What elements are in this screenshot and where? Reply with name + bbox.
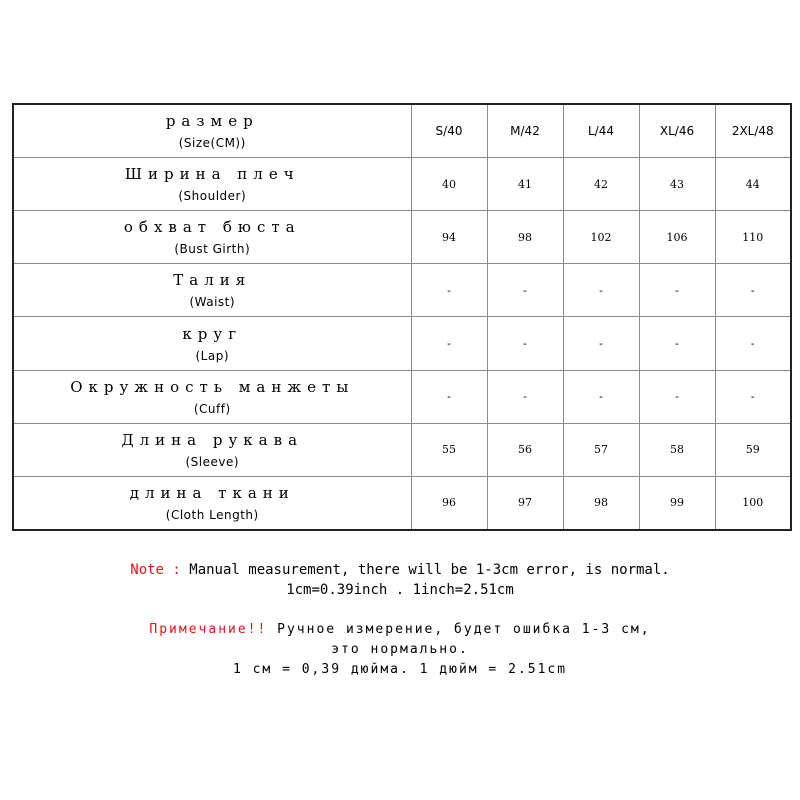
note-en-label: Note : — [130, 562, 181, 578]
row-label-en: (Waist) — [189, 295, 236, 310]
row-label-en: (Cloth Length) — [165, 507, 259, 522]
value-cell: 40 — [411, 158, 487, 211]
row-label-ru: Талия — [173, 271, 252, 290]
value-cell: 42 — [563, 158, 639, 211]
row-label-en: (Sleeve) — [185, 454, 240, 469]
row-label-ru: Окружность манжеты — [70, 377, 355, 396]
table-row — [13, 211, 791, 264]
header-row — [13, 104, 791, 158]
row-label-ru: Ширина плеч — [124, 165, 300, 184]
value-cell: 58 — [639, 423, 715, 476]
size-header: L/44 — [563, 104, 639, 158]
header-label-en: (Size(CM)) — [178, 136, 246, 151]
note-ru-conversion: 1 см = 0,39 дюйма. 1 дюйм = 2.51cm — [232, 662, 568, 677]
table-row — [13, 264, 791, 317]
table-row — [13, 476, 791, 530]
value-cell: 110 — [715, 211, 791, 264]
note-en-line — [0, 560, 800, 580]
value-cell: 59 — [715, 423, 791, 476]
value-cell: - — [563, 370, 639, 423]
header-label-ru: размер — [165, 112, 259, 131]
note-ru-label: Примечание!! — [149, 622, 268, 637]
value-cell: 99 — [639, 476, 715, 530]
row-label-cell — [13, 423, 411, 476]
size-header: 2XL/48 — [715, 104, 791, 158]
value-cell: 98 — [563, 476, 639, 530]
note-ru-line — [0, 620, 800, 640]
value-cell: - — [563, 264, 639, 317]
value-cell: - — [715, 370, 791, 423]
row-label-cell — [13, 158, 411, 211]
value-cell: - — [411, 264, 487, 317]
value-cell: 100 — [715, 476, 791, 530]
notes-block — [0, 560, 800, 680]
note-en-text: Manual measurement, there will be 1-3cm error, is normal. — [180, 562, 670, 578]
row-label-cell — [13, 370, 411, 423]
value-cell: - — [715, 317, 791, 370]
row-label-en: (Shoulder) — [178, 189, 247, 204]
value-cell: 55 — [411, 423, 487, 476]
value-cell: - — [487, 264, 563, 317]
value-cell: 102 — [563, 211, 639, 264]
value-cell: 56 — [487, 423, 563, 476]
value-cell: 43 — [639, 158, 715, 211]
value-cell: - — [715, 264, 791, 317]
row-label-cell — [13, 476, 411, 530]
value-cell: 97 — [487, 476, 563, 530]
row-label-ru: длина ткани — [129, 483, 295, 502]
row-label-ru: Длина рукава — [121, 430, 304, 449]
row-label-cell — [13, 264, 411, 317]
value-cell: - — [411, 370, 487, 423]
value-cell: 57 — [563, 423, 639, 476]
note-ru-text-2: это нормально. — [331, 642, 469, 657]
size-header: XL/46 — [639, 104, 715, 158]
value-cell: 41 — [487, 158, 563, 211]
value-cell: - — [639, 370, 715, 423]
value-cell: 106 — [639, 211, 715, 264]
row-label-en: (Bust Girth) — [174, 242, 251, 257]
value-cell: 44 — [715, 158, 791, 211]
row-label-en: (Cuff) — [193, 401, 231, 416]
value-cell: - — [639, 317, 715, 370]
value-cell: - — [563, 317, 639, 370]
header-label-cell — [13, 104, 411, 158]
value-cell: - — [487, 317, 563, 370]
value-cell: 96 — [411, 476, 487, 530]
value-cell: 98 — [487, 211, 563, 264]
note-en-conversion: 1cm=0.39inch . 1inch=2.51cm — [286, 582, 514, 598]
size-header: M/42 — [487, 104, 563, 158]
value-cell: 94 — [411, 211, 487, 264]
table-row — [13, 158, 791, 211]
value-cell: - — [639, 264, 715, 317]
row-label-cell — [13, 317, 411, 370]
row-label-cell — [13, 211, 411, 264]
table-row — [13, 317, 791, 370]
value-cell: - — [487, 370, 563, 423]
table-row — [13, 370, 791, 423]
size-table — [12, 103, 792, 531]
table-row — [13, 423, 791, 476]
value-cell: - — [411, 317, 487, 370]
row-label-ru: обхват бюста — [123, 218, 301, 237]
row-label-en: (Lap) — [195, 348, 230, 363]
note-ru-text: Ручное измерение, будет ошибка 1-3 см, — [267, 622, 651, 637]
size-header: S/40 — [411, 104, 487, 158]
row-label-ru: круг — [182, 324, 243, 343]
